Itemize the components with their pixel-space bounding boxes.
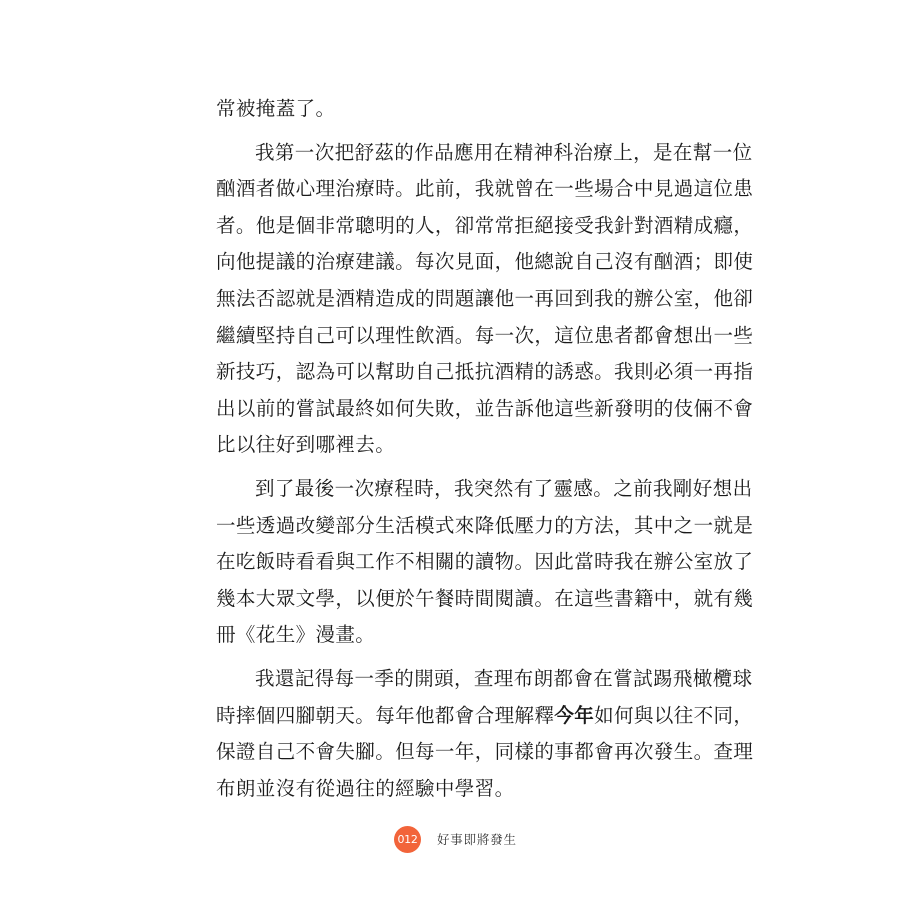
text-line: 者。他是個非常聰明的人，卻常常拒絕接受我針對酒精成癮，	[216, 213, 754, 237]
text-line: 一些透過改變部分生活模式來降低壓力的方法，其中之一就是	[216, 513, 754, 537]
text-line: 繼續堅持自己可以理性飲酒。每一次，這位患者都會想出一些	[216, 323, 754, 347]
text-line: 無法否認就是酒精造成的問題讓他一再回到我的辦公室，他卻	[216, 286, 754, 310]
page-footer	[394, 826, 517, 852]
text-line: 新技巧，認為可以幫助自己抵抗酒精的誘惑。我則必須一再指	[216, 360, 754, 384]
text-segment: 時摔個四腳朝天。每年他都會合理解釋	[216, 703, 555, 727]
body-text	[216, 91, 754, 807]
text-line: 我還記得每一季的開頭，查理布朗都會在嘗試踢飛橄欖球	[255, 666, 753, 690]
text-line: 到了最後一次療程時，我突然有了靈感。之前我剛好想出	[255, 476, 753, 500]
text-line: 酗酒者做心理治療時。此前，我就曾在一些場合中見過這位患	[216, 177, 754, 201]
text-line: 比以往好到哪裡去。	[216, 433, 396, 457]
page-number-badge: 012	[394, 826, 421, 853]
text-line: 在吃飯時看看與工作不相關的讀物。因此當時我在辦公室放了	[216, 550, 754, 574]
emphasized-text: 今年	[554, 703, 595, 727]
text-line: 向他提議的治療建議。每次見面，他總說自己沒有酗酒；即使	[216, 250, 754, 274]
text-line: 幾本大眾文學，以便於午餐時間閱讀。在這些書籍中，就有幾	[216, 586, 754, 610]
running-title: 好事即將發生	[437, 832, 517, 847]
text-line: 我第一次把舒茲的作品應用在精神科治療上，是在幫一位	[255, 140, 753, 164]
text-line	[216, 698, 754, 735]
text-line: 常被掩蓋了。	[216, 97, 336, 120]
text-line: 出以前的嘗試最終如何失敗，並告訴他這些新發明的伎倆不會	[216, 396, 754, 420]
text-line: 冊《花生》漫畫。	[216, 623, 376, 647]
text-line: 保證自己不會失腳。但每一年，同樣的事都會再次發生。查理	[216, 740, 754, 764]
text-line: 布朗並沒有從過往的經驗中學習。	[216, 776, 515, 800]
text-segment: 如何與以往不同，	[594, 703, 754, 727]
